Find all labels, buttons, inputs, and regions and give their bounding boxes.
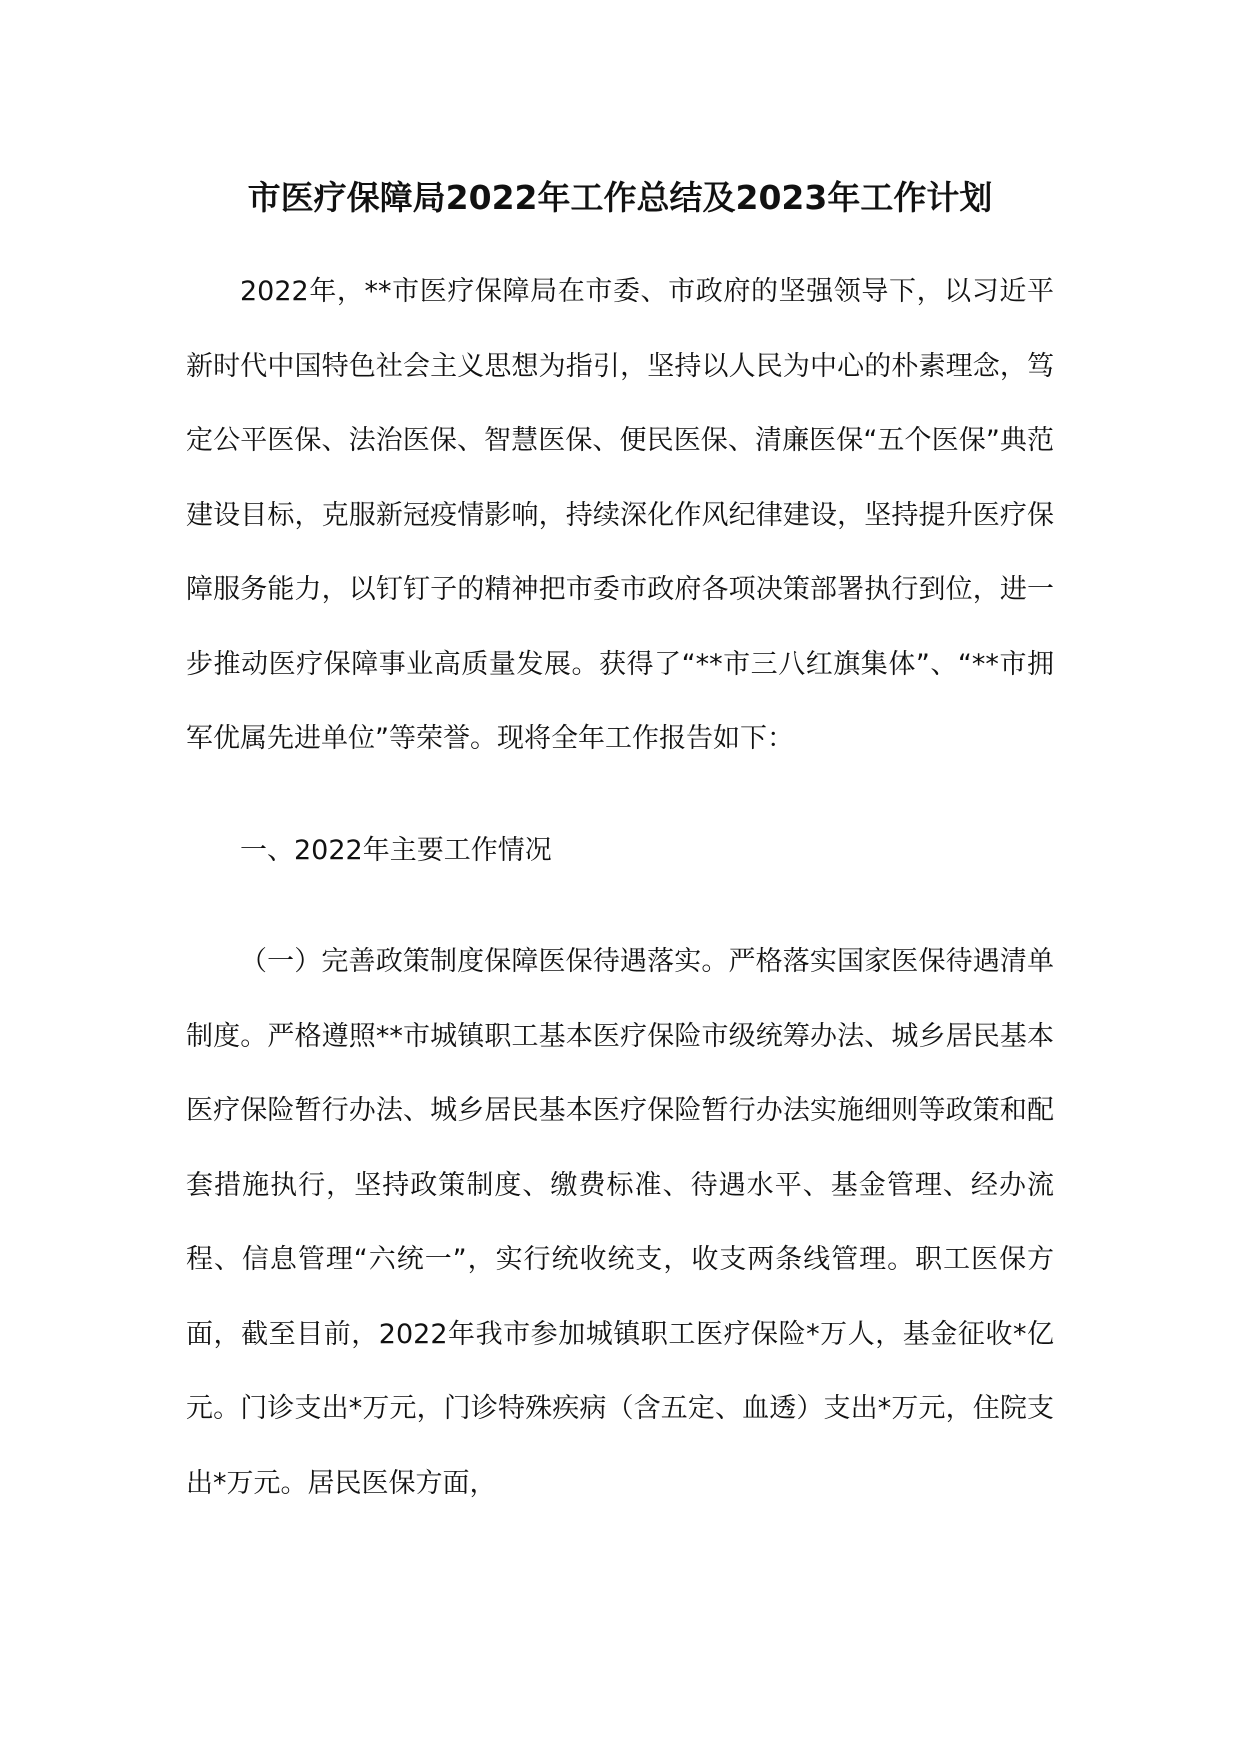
section-paragraph: （一）完善政策制度保障医保待遇落实。严格落实国家医保待遇清单制度。严格遵照**市城镇职工基本医疗保险市级统筹办法、城乡居民基本医疗保险暂行办法、城乡居民基本医疗保险暂行办法实施细则等政策和配套措施执行，坚持政策制度、缴费标准、待遇水平、基金管理、经办流程、信息管理“六统一”，实行统收统支，收支两条线管理。职工医保方面，截至目前，2022年我市参加城镇职工医疗保险*万人，基金征收*亿元。门诊支出*万元，门诊特殊疾病（含五定、血透）支出*万元，住院支出*万元。居民医保方面， xyxy=(186,946,1054,1499)
section-heading: 一、2022年主要工作情况 xyxy=(240,834,552,866)
document-title: 市医疗保障局2022年工作总结及2023年工作计划 xyxy=(247,178,993,217)
intro-paragraph: 2022年，**市医疗保障局在市委、市政府的坚强领导下，以习近平新时代中国特色社会主义思想为指引，坚持以人民为中心的朴素理念，笃定公平医保、法治医保、智慧医保、便民医保、清廉医保“五个医保”典范建设目标，克服新冠疫情影响，持续深化作风纪律建设，坚持提升医疗保障服务能力，以钉钉子的精神把市委市政府各项决策部署执行到位，进一步推动医疗保障事业高质量发展。获得了“**市三八红旗集体”、“**市拥军优属先进单位”等荣誉。现将全年工作报告如下： xyxy=(186,276,1054,754)
document-body xyxy=(186,255,1054,1521)
